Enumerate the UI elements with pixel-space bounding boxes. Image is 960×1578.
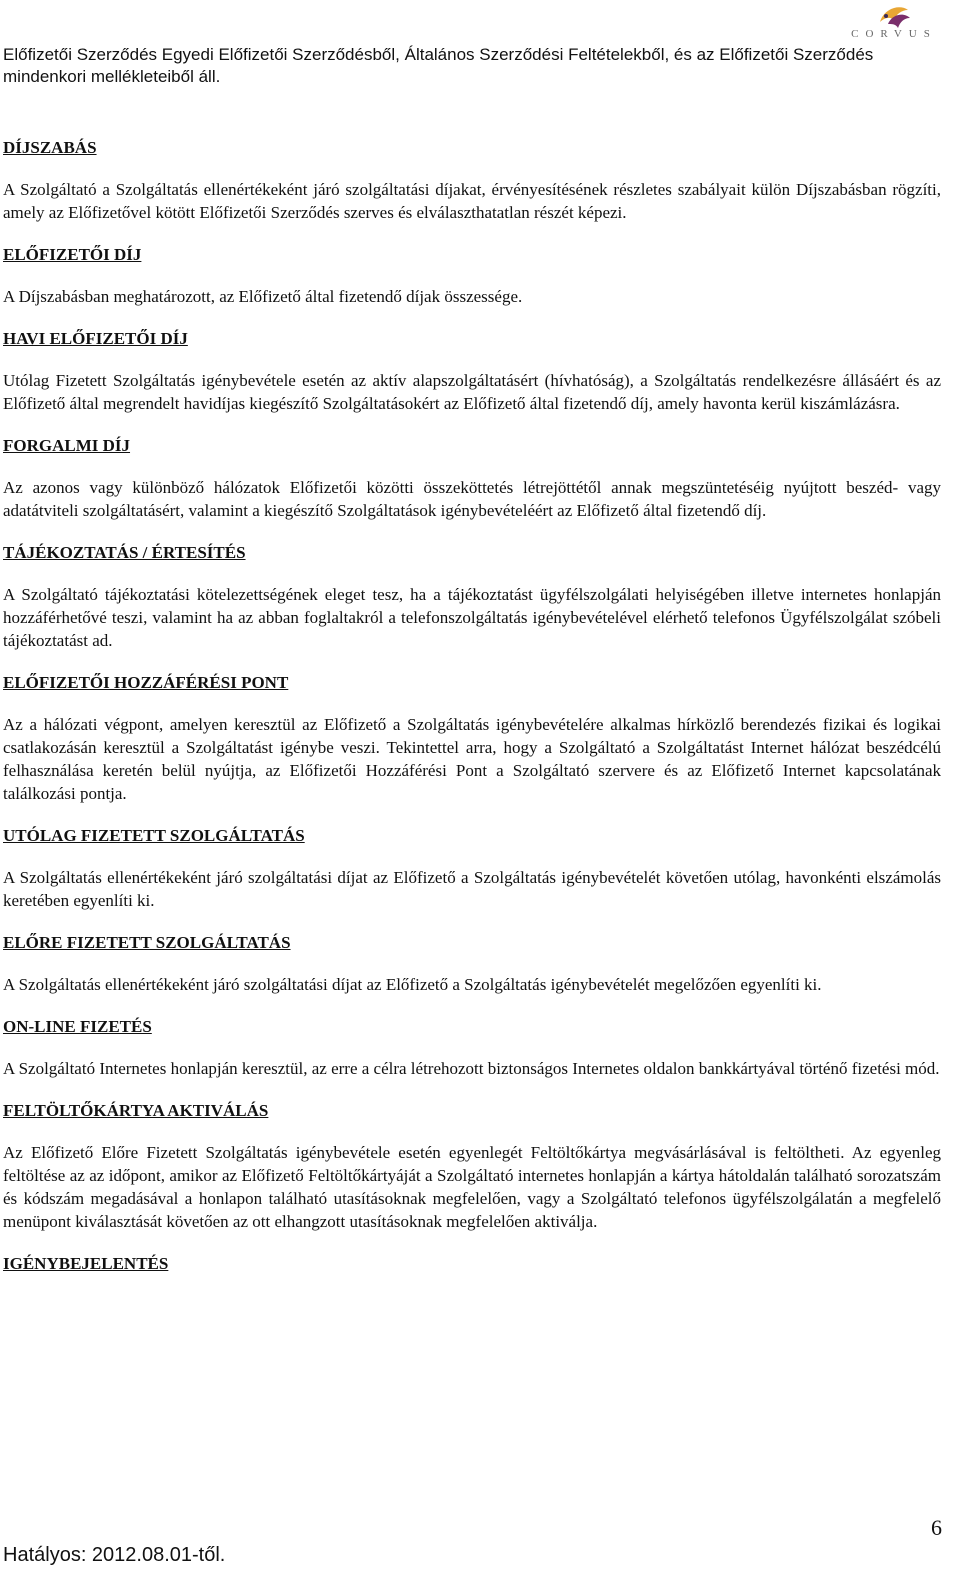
section-body-feltoltokartya: Az Előfizető Előre Fizetett Szolgáltatás igénybevétele esetén egyenlegét Feltöltőkártya megvásárlásával is feltöltheti. Az egyenleg feltöltése az az időpont, amikor az Előfizető Feltöltőkártyáját a Szolgáltató internetes honlapján a kártya hátoldalán található sorozatszám és kódszám megadásával a honlapon található utasításoknak megfelelően, vagy a Szolgáltató telefonos ügyfélszolgálatán a megfelelő menüpont kiválasztását követően az ott elhangzott utasításoknak megfelelően aktiválja. (3, 1143, 941, 1231)
section-title-feltoltokartya: FELTÖLTŐKÁRTYA AKTIVÁLÁS (3, 1101, 269, 1120)
section-body-hozzaferesi-pont: Az a hálózati végpont, amelyen keresztül az Előfizető a Szolgáltatás igénybevételére alkalmas hírközlő berendezés fizikai és logikai csatlakozásán keresztül a Szolgáltatást igénybe veszi. Tekintettel arra, hogy a Szolgáltató a Szolgáltatást Internet hálózat beszédcélú felhasználása keretén belül nyújtja, az Előfizetői Hozzáférési Pont a Szolgáltató szervere és az Előfizető Internet kapcsolatának találkozási pontja. (3, 715, 941, 803)
section-body-dijszabas: A Szolgáltató a Szolgáltatás ellenértékeként járó szolgáltatási díjakat, érvényesítésének részletes szabályait külön Díjszabásban rögzíti, amely az Előfizetővel kötött Előfizetői Szerződés szerves és elválaszthatatlan részét képezi. (3, 180, 941, 222)
section-title-utolag-fizetett: UTÓLAG FIZETETT SZOLGÁLTATÁS (3, 826, 305, 845)
section-body-havi-elofizetoi-dij: Utólag Fizetett Szolgáltatás igénybevétele esetén az aktív alapszolgáltatásért (hívhatóság), a Szolgáltatás rendelkezésre állásáért és az Előfizető által megrendelt havidíjas kiegészítő Szolgáltatásokért az Előfizető által fizetendő díj, amely havonta kerül kiszámlázásra. (3, 371, 941, 413)
section-body-forgalmi-dij: Az azonos vagy különböző hálózatok Előfizetői közötti összeköttetés létrejöttétől annak megszüntetéséig nyújtott beszéd- vagy adatátviteli szolgáltatásért, valamint a kiegészítő Szolgáltatások igénybevételéért az Előfizető által fizetendő díj. (3, 478, 941, 520)
section-title-havi-elofizetoi-dij: HAVI ELŐFIZETŐI DÍJ (3, 329, 188, 348)
section-body-elofizetoi-dij: A Díjszabásban meghatározott, az Előfizető által fizetendő díjak összessége. (3, 287, 523, 306)
intro-paragraph: Előfizetői Szerződés Egyedi Előfizetői Szerződésből, Általános Szerződési Feltételekből, és az Előfizetői Szerződés mindenkori mellékleteiből áll. (3, 45, 874, 86)
section-title-forgalmi-dij: FORGALMI DÍJ (3, 436, 131, 455)
section-title-elore-fizetett: ELŐRE FIZETETT SZOLGÁLTATÁS (3, 933, 291, 952)
section-title-hozzaferesi-pont: ELŐFIZETŐI HOZZÁFÉRÉSI PONT (3, 673, 289, 692)
page-number: 6 (931, 1515, 942, 1540)
document-content (3, 136, 941, 1275)
section-body-utolag-fizetett: A Szolgáltatás ellenértékeként járó szolgáltatási díjat az Előfizető a Szolgáltatás igénybevételét követően utólag, havonkénti elszámolás keretében egyenlíti ki. (3, 868, 941, 910)
section-body-tajekoztatas: A Szolgáltató tájékoztatási kötelezettségének eleget tesz, ha a tájékoztatást ügyfélszolgálati helyiségében illetve internetes honlapján hozzáférhetővé teszi, valamint ha az abban foglaltakról a telefonszolgáltatás igénybevételével elérhető telefonos Ügyfélszolgálat szóbeli tájékoztatást ad. (3, 585, 941, 650)
section-body-online-fizetes: A Szolgáltató Internetes honlapján keresztül, az erre a célra létrehozott biztonságos Internetes oldalon bankkártyával történő fizetési mód. (3, 1059, 940, 1078)
section-title-tajekoztatas: TÁJÉKOZTATÁS / ÉRTESÍTÉS (3, 543, 246, 562)
effective-date: Hatályos: 2012.08.01-től. (3, 1544, 226, 1566)
logo-text: CORVUS (851, 28, 937, 40)
corvus-logo (842, 0, 946, 44)
section-title-elofizetoi-dij: ELŐFIZETŐI DÍJ (3, 245, 142, 264)
section-title-igenybejelentes: IGÉNYBEJELENTÉS (3, 1254, 169, 1273)
section-title-online-fizetes: ON-LINE FIZETÉS (3, 1017, 152, 1036)
section-title-dijszabas: DÍJSZABÁS (3, 138, 97, 157)
section-body-elore-fizetett: A Szolgáltatás ellenértékeként járó szolgáltatási díjat az Előfizető a Szolgáltatás igénybevételét megelőzően egyenlíti ki. (3, 975, 822, 994)
